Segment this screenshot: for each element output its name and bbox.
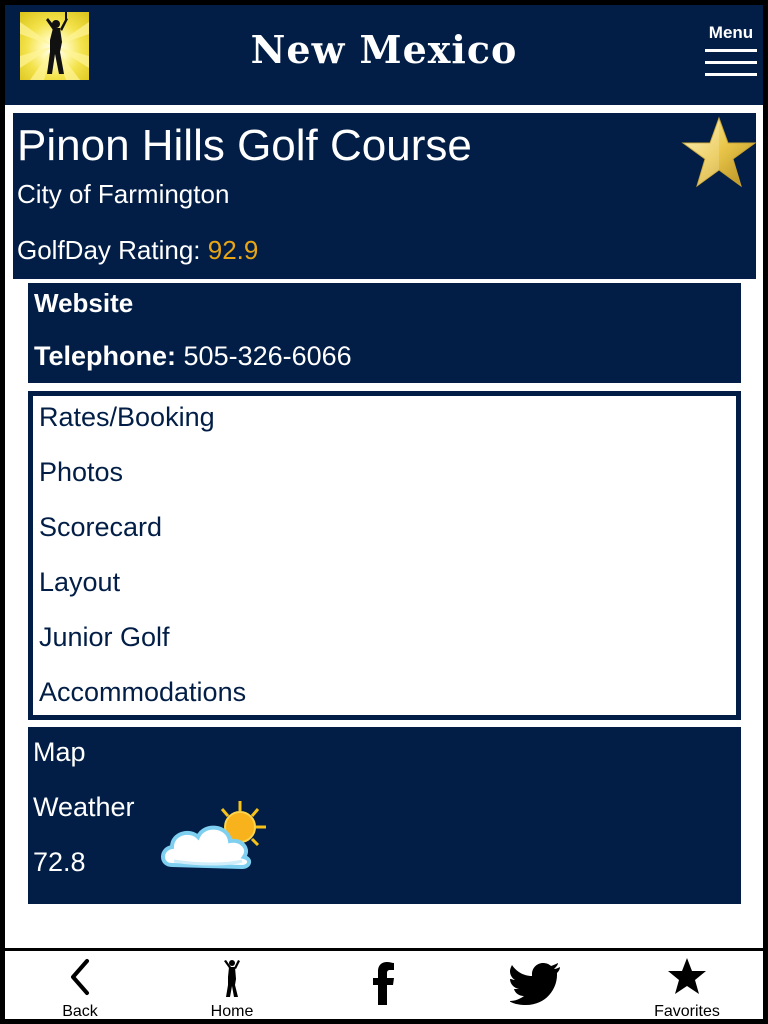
facebook-button[interactable] <box>334 961 434 1024</box>
back-label: Back <box>62 1003 98 1020</box>
hamburger-icon-bar <box>705 73 757 76</box>
back-button[interactable] <box>30 957 130 1021</box>
twitter-icon <box>510 961 562 1005</box>
partly-cloudy-icon <box>158 799 270 875</box>
contact-panel <box>28 283 741 383</box>
layout-link[interactable]: Layout <box>39 567 121 597</box>
course-summary <box>13 113 756 279</box>
hamburger-icon <box>705 49 757 52</box>
website-link[interactable]: Website <box>34 288 134 318</box>
junior-golf-link[interactable]: Junior Golf <box>39 622 170 652</box>
photos-link[interactable]: Photos <box>39 457 124 487</box>
golfer-icon <box>220 957 244 999</box>
favorites-label: Favorites <box>654 1003 720 1020</box>
menu-button[interactable] <box>704 23 758 85</box>
menu-label: Menu <box>708 23 754 42</box>
header-bar <box>5 5 763 105</box>
telephone-value: 505-326-6066 <box>183 341 352 371</box>
bottom-nav <box>5 948 763 1019</box>
home-label: Home <box>210 1003 254 1020</box>
telephone-label: Telephone: <box>34 341 177 371</box>
temperature-value: 72.8 <box>33 847 86 877</box>
scorecard-link[interactable]: Scorecard <box>39 512 163 542</box>
rating-value: 92.9 <box>207 235 259 265</box>
telephone-row[interactable] <box>34 341 352 372</box>
accommodations-link[interactable]: Accommodations <box>39 677 247 707</box>
star-icon <box>667 957 707 995</box>
page-title: New Mexico <box>250 27 518 72</box>
chevron-left-icon <box>65 957 95 997</box>
rates-booking-link[interactable]: Rates/Booking <box>39 402 215 432</box>
course-owner: City of Farmington <box>17 179 230 209</box>
map-link[interactable]: Map <box>33 737 86 767</box>
weather-link[interactable]: Weather <box>33 792 135 822</box>
hamburger-icon-bar <box>705 61 757 64</box>
facebook-icon <box>372 961 396 1005</box>
twitter-button[interactable] <box>486 961 586 1024</box>
course-name: Pinon Hills Golf Course <box>17 121 472 170</box>
favorites-button[interactable] <box>637 957 737 1021</box>
map-weather-panel <box>28 727 741 904</box>
gold-star-icon[interactable] <box>681 115 757 191</box>
course-links-list <box>28 391 741 720</box>
home-button[interactable] <box>182 957 282 1021</box>
golfday-rating <box>17 235 258 266</box>
rating-label: GolfDay Rating: <box>17 235 201 265</box>
